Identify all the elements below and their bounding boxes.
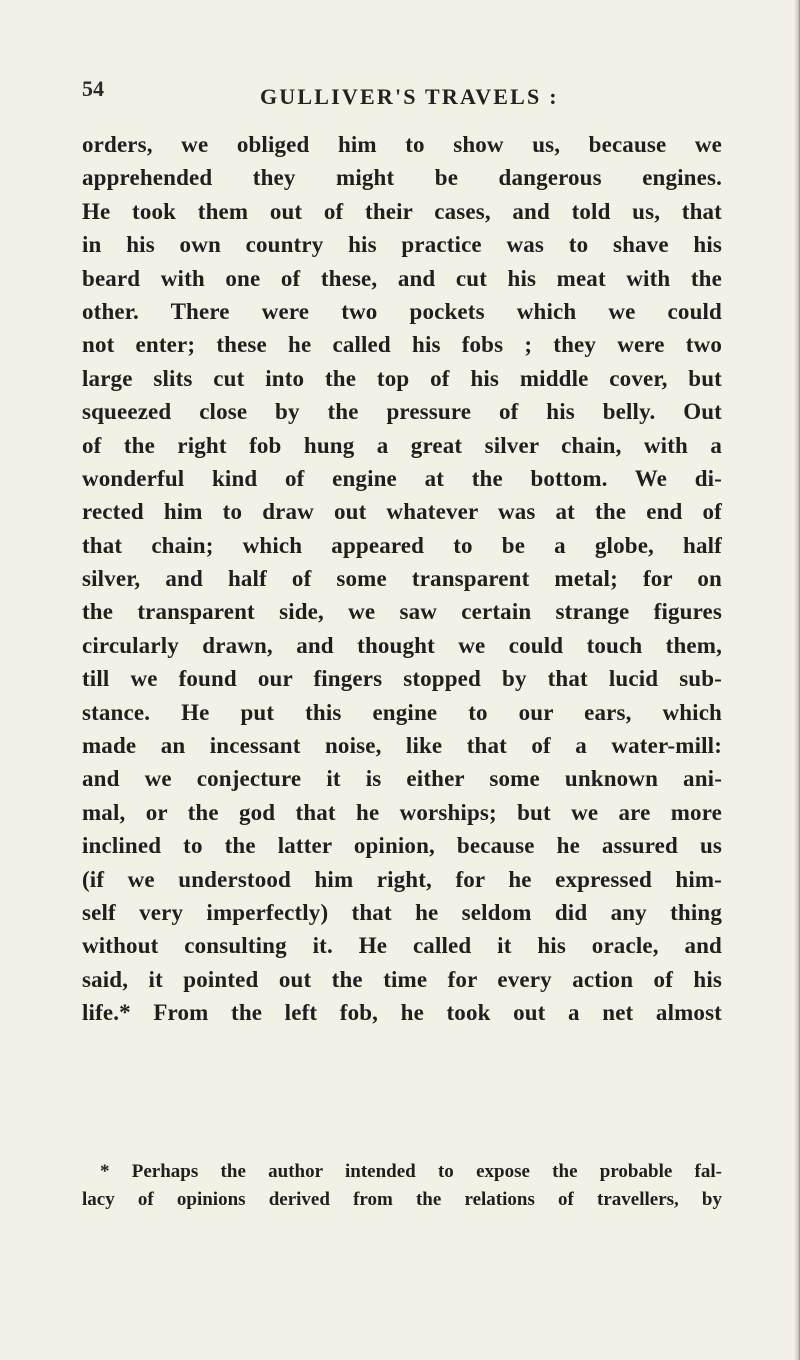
text-line: and we conjecture it is either some unknown ani-	[82, 766, 722, 792]
text-line: without consulting it. He called it his oracle, and	[82, 933, 722, 959]
text-line: in his own country his practice was to shave his	[82, 232, 722, 258]
text-line: that chain; which appeared to be a globe, half	[82, 532, 722, 558]
text-line: silver, and half of some transparent metal; for on	[82, 566, 722, 592]
text-line: other. There were two pockets which we could	[82, 298, 722, 324]
text-line: of the right fob hung a great silver chain, with a	[82, 432, 722, 458]
text-line: stance. He put this engine to our ears, which	[82, 699, 722, 725]
text-line: till we found our fingers stopped by that lucid sub-	[82, 666, 722, 692]
footnote-line: lacy of opinions derived from the relations of travellers, by	[82, 1189, 722, 1210]
text-line: life.* From the left fob, he took out a net almost	[82, 1000, 722, 1026]
text-line: self very imperfectly) that he seldom did any thing	[82, 899, 722, 925]
text-line: He took them out of their cases, and told us, that	[82, 198, 722, 224]
text-line: inclined to the latter opinion, because he assured us	[82, 833, 722, 859]
footnote	[82, 1158, 722, 1214]
text-line: mal, or the god that he worships; but we are more	[82, 799, 722, 825]
text-line: circularly drawn, and thought we could touch them,	[82, 632, 722, 658]
footnote-line: * Perhaps the author intended to expose the probable fal-	[100, 1161, 722, 1182]
text-line: squeezed close by the pressure of his belly. Out	[82, 399, 722, 425]
page-number: 54	[82, 76, 104, 101]
body-text	[82, 128, 722, 1030]
running-title: GULLIVER'S TRAVELS :	[260, 84, 559, 109]
page-header	[82, 70, 722, 110]
page-edge-shadow	[794, 0, 800, 1360]
text-line: beard with one of these, and cut his meat with the	[82, 265, 722, 291]
text-line: orders, we obliged him to show us, because we	[82, 132, 722, 157]
text-line: the transparent side, we saw certain strange figures	[82, 599, 722, 625]
text-line: said, it pointed out the time for every action of his	[82, 966, 722, 992]
text-line: (if we understood him right, for he expressed him-	[82, 866, 722, 892]
text-line: large slits cut into the top of his middle cover, but	[82, 365, 722, 391]
text-line: apprehended they might be dangerous engines.	[82, 165, 722, 191]
text-line: rected him to draw out whatever was at the end of	[82, 499, 722, 525]
text-line: wonderful kind of engine at the bottom. We di-	[82, 465, 722, 491]
text-line: made an incessant noise, like that of a water-mill:	[82, 733, 722, 759]
text-line: not enter; these he called his fobs ; they were two	[82, 332, 722, 358]
